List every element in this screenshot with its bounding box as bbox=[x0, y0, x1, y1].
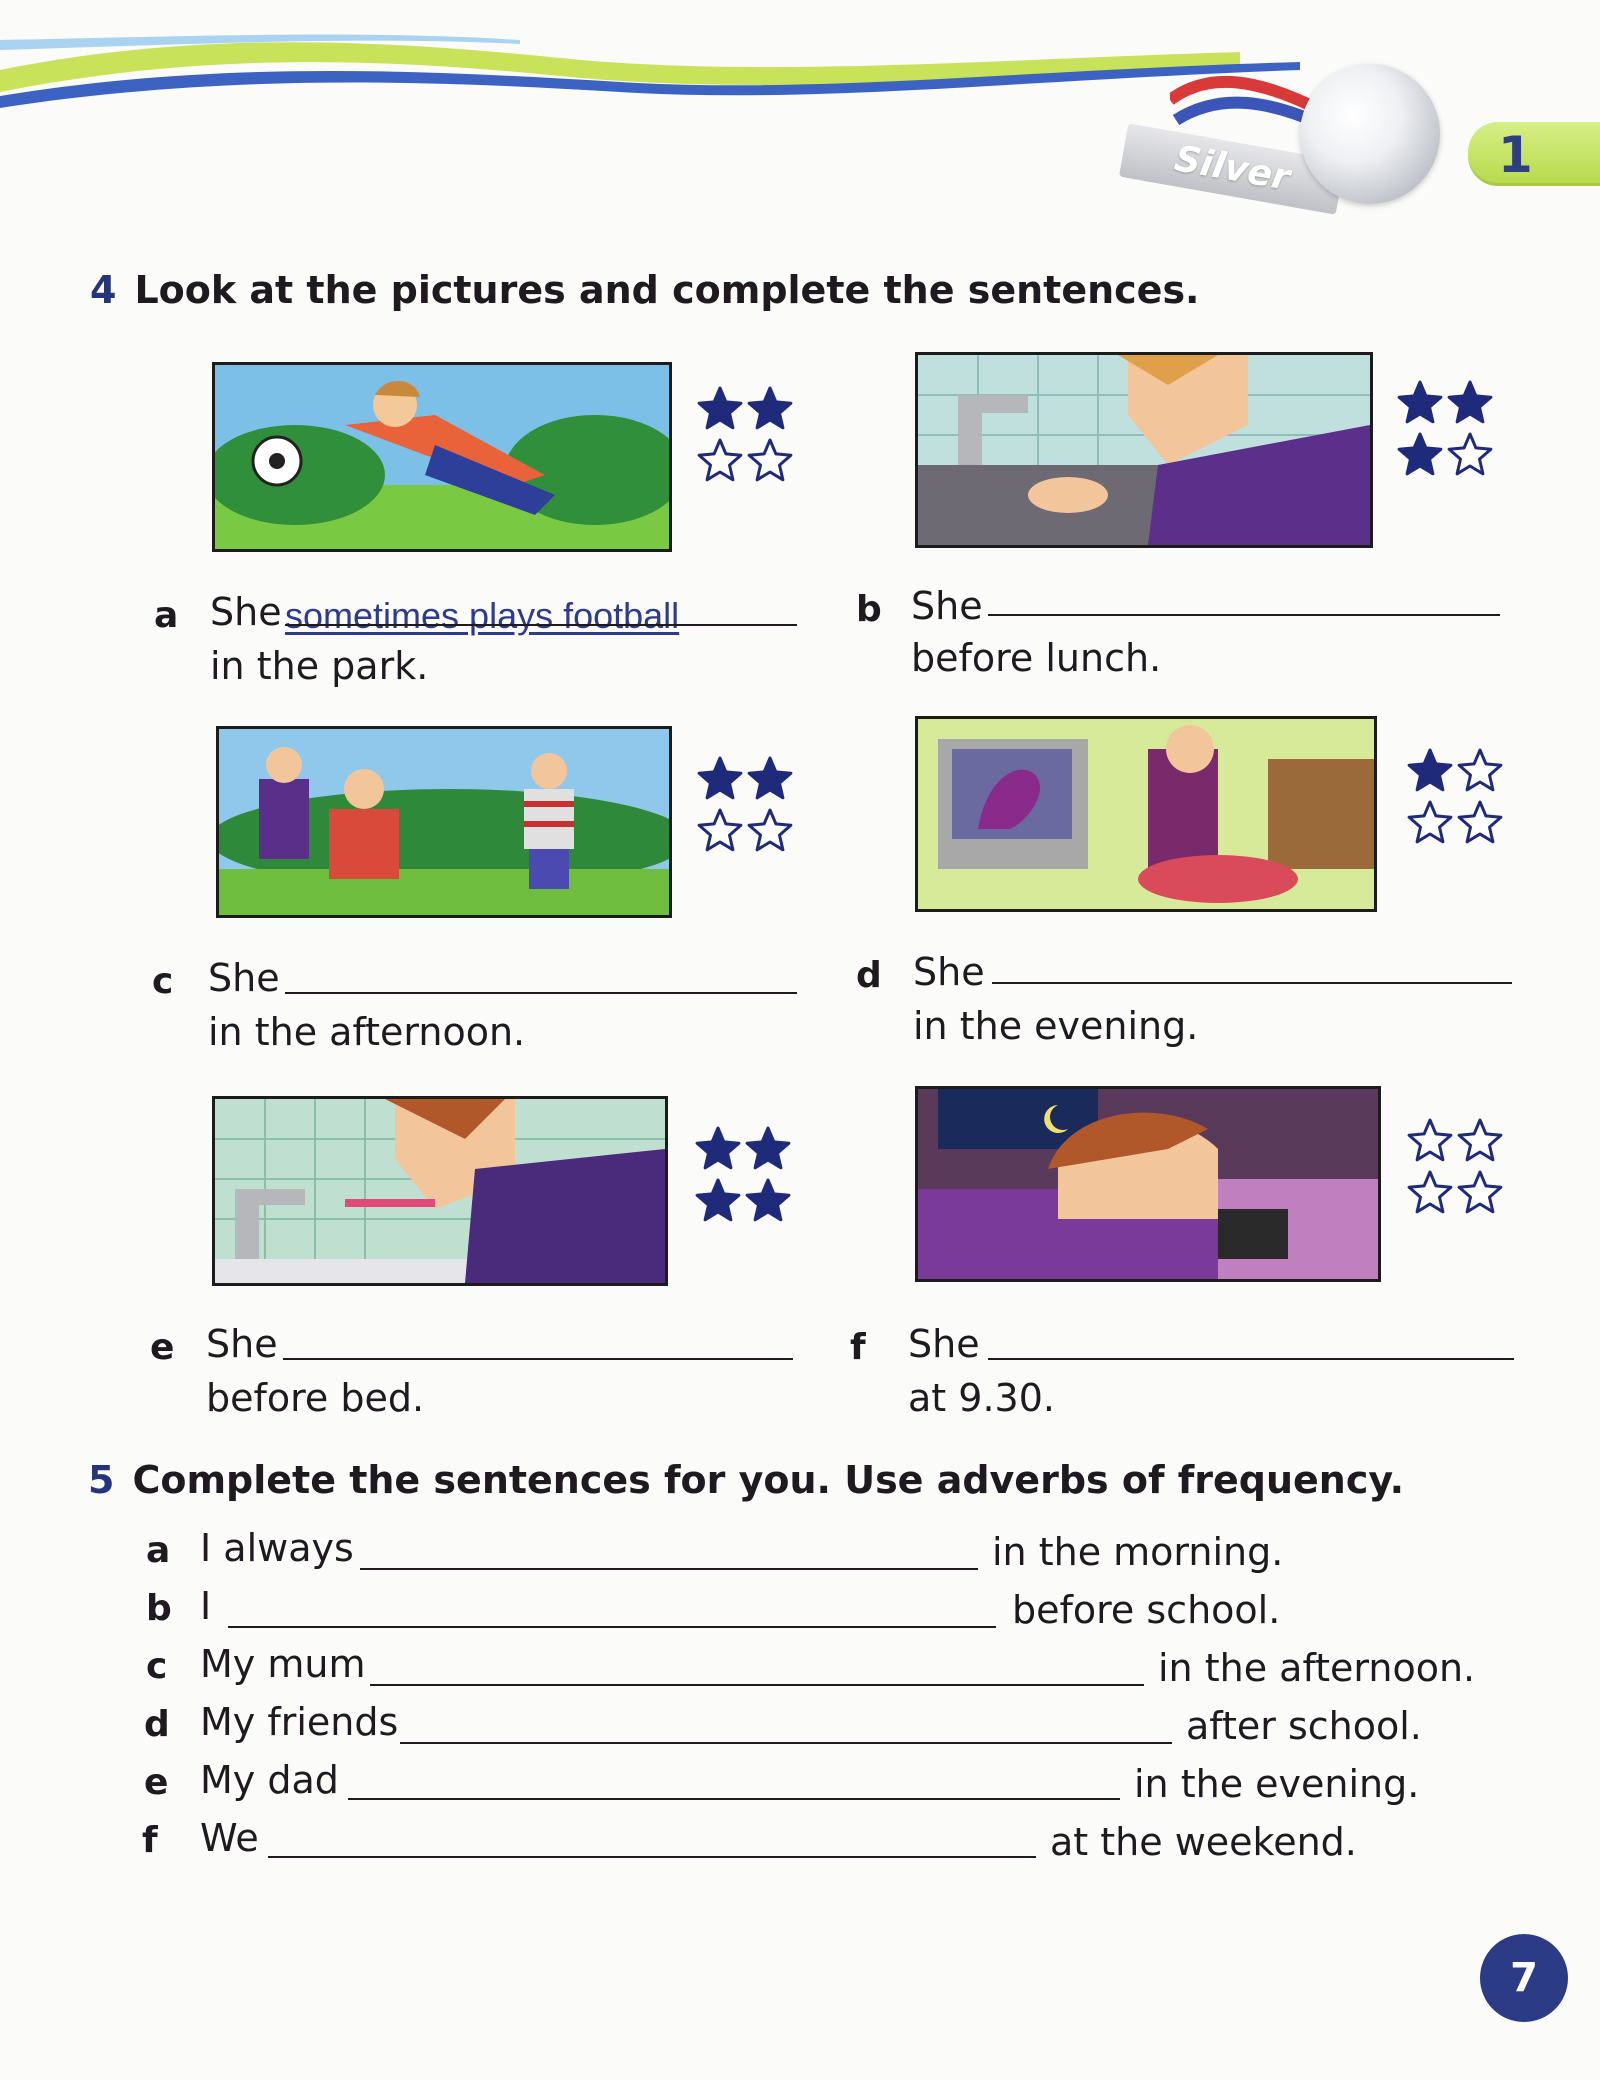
filled-star-icon bbox=[747, 1180, 789, 1220]
answer-line[interactable] bbox=[988, 614, 1500, 616]
answer-line[interactable] bbox=[348, 1798, 1120, 1800]
row-start: My mum bbox=[200, 1642, 366, 1686]
item-letter: f bbox=[142, 1820, 158, 1861]
exercise-number: 5 bbox=[88, 1458, 115, 1502]
silver-medal-icon bbox=[1300, 64, 1440, 204]
item-letter: f bbox=[850, 1327, 866, 1368]
filled-star-icon bbox=[747, 1128, 789, 1168]
item-letter: e bbox=[150, 1327, 175, 1368]
girl-brushing-teeth-icon bbox=[212, 1096, 668, 1286]
filled-star-icon bbox=[699, 758, 741, 798]
exercise-number: 4 bbox=[90, 268, 117, 312]
sentence-subject: She bbox=[210, 590, 282, 634]
sentence-subject: She bbox=[913, 950, 985, 994]
empty-star-icon bbox=[1459, 802, 1501, 842]
empty-star-icon bbox=[749, 440, 791, 480]
item-letter: e bbox=[144, 1762, 169, 1803]
row-end: in the morning. bbox=[992, 1530, 1284, 1574]
filled-star-icon bbox=[1409, 750, 1451, 790]
row-start: My friends bbox=[200, 1700, 399, 1744]
sentence-ending: at 9.30. bbox=[908, 1376, 1055, 1420]
sentence-ending: in the park. bbox=[210, 644, 429, 688]
exercise-5-heading bbox=[88, 1458, 1404, 1502]
filled-star-icon bbox=[697, 1180, 739, 1220]
answer-line[interactable] bbox=[992, 982, 1512, 984]
star-rating-b bbox=[1396, 380, 1496, 480]
filled-star-icon bbox=[749, 758, 791, 798]
sample-answer: sometimes plays football bbox=[285, 595, 680, 636]
filled-star-icon bbox=[1399, 382, 1441, 422]
row-end: after school. bbox=[1186, 1704, 1422, 1748]
row-end: before school. bbox=[1012, 1588, 1281, 1632]
sentence-ending: before lunch. bbox=[911, 636, 1162, 680]
row-start: I always bbox=[200, 1526, 354, 1570]
answer-line[interactable] bbox=[268, 1856, 1036, 1858]
empty-star-icon bbox=[1449, 434, 1491, 474]
unit-tab bbox=[1468, 122, 1600, 186]
row-end: in the evening. bbox=[1134, 1762, 1420, 1806]
filled-star-icon bbox=[749, 388, 791, 428]
empty-star-icon bbox=[1459, 750, 1501, 790]
item-letter: b bbox=[856, 589, 882, 630]
empty-star-icon bbox=[1459, 1120, 1501, 1160]
children-playing-tag-icon bbox=[216, 726, 672, 918]
filled-star-icon bbox=[697, 1128, 739, 1168]
item-letter: c bbox=[152, 961, 174, 1002]
row-start: We bbox=[200, 1816, 259, 1860]
star-rating-d bbox=[1406, 748, 1506, 848]
star-rating-c bbox=[696, 756, 796, 856]
answer-line[interactable] bbox=[988, 1358, 1514, 1360]
filled-star-icon bbox=[1449, 382, 1491, 422]
exercise-instruction: Look at the pictures and complete the sentences. bbox=[134, 268, 1200, 312]
exercise-4-heading bbox=[90, 268, 1200, 312]
sentence-subject: She bbox=[206, 1322, 278, 1366]
empty-star-icon bbox=[1409, 1172, 1451, 1212]
sentence-subject: She bbox=[911, 584, 983, 628]
empty-star-icon bbox=[1459, 1172, 1501, 1212]
filled-star-icon bbox=[1399, 434, 1441, 474]
answer-line[interactable] bbox=[283, 1358, 793, 1360]
girl-playing-football-icon bbox=[212, 362, 672, 552]
sentence-subject: She bbox=[208, 956, 280, 1000]
star-rating-f bbox=[1406, 1118, 1506, 1218]
girl-washing-hands-icon bbox=[915, 352, 1373, 548]
silver-label: Silver bbox=[1171, 138, 1294, 199]
row-start: I bbox=[200, 1584, 212, 1628]
exercise-instruction: Complete the sentences for you. Use adverbs of frequency. bbox=[132, 1458, 1405, 1502]
empty-star-icon bbox=[699, 440, 741, 480]
star-rating-a bbox=[696, 386, 796, 486]
star-rating-e bbox=[694, 1126, 794, 1226]
empty-star-icon bbox=[749, 810, 791, 850]
answer-line[interactable] bbox=[228, 1626, 996, 1628]
item-letter: c bbox=[146, 1646, 168, 1687]
answer-line[interactable] bbox=[400, 1742, 1172, 1744]
answer-line[interactable] bbox=[360, 1568, 978, 1570]
girl-watching-tv-icon bbox=[915, 716, 1377, 912]
row-end: at the weekend. bbox=[1050, 1820, 1357, 1864]
unit-number: 1 bbox=[1498, 126, 1533, 184]
row-end: in the afternoon. bbox=[1158, 1646, 1476, 1690]
item-letter: d bbox=[144, 1704, 170, 1745]
row-start: My dad bbox=[200, 1758, 339, 1802]
item-letter: d bbox=[856, 955, 882, 996]
answer-line[interactable] bbox=[285, 624, 797, 626]
empty-star-icon bbox=[1409, 1120, 1451, 1160]
page-number: 7 bbox=[1480, 1934, 1568, 2022]
empty-star-icon bbox=[699, 810, 741, 850]
empty-star-icon bbox=[1409, 802, 1451, 842]
item-letter: a bbox=[154, 595, 179, 636]
sentence-ending: in the afternoon. bbox=[208, 1010, 526, 1054]
sentence-subject: She bbox=[908, 1322, 980, 1366]
filled-star-icon bbox=[699, 388, 741, 428]
girl-in-bed-icon bbox=[915, 1086, 1381, 1282]
answer-line[interactable] bbox=[285, 992, 797, 994]
sentence-ending: before bed. bbox=[206, 1376, 425, 1420]
item-letter: a bbox=[146, 1530, 171, 1571]
sentence-ending: in the evening. bbox=[913, 1004, 1199, 1048]
answer-line[interactable] bbox=[370, 1684, 1144, 1686]
item-letter: b bbox=[146, 1588, 172, 1629]
